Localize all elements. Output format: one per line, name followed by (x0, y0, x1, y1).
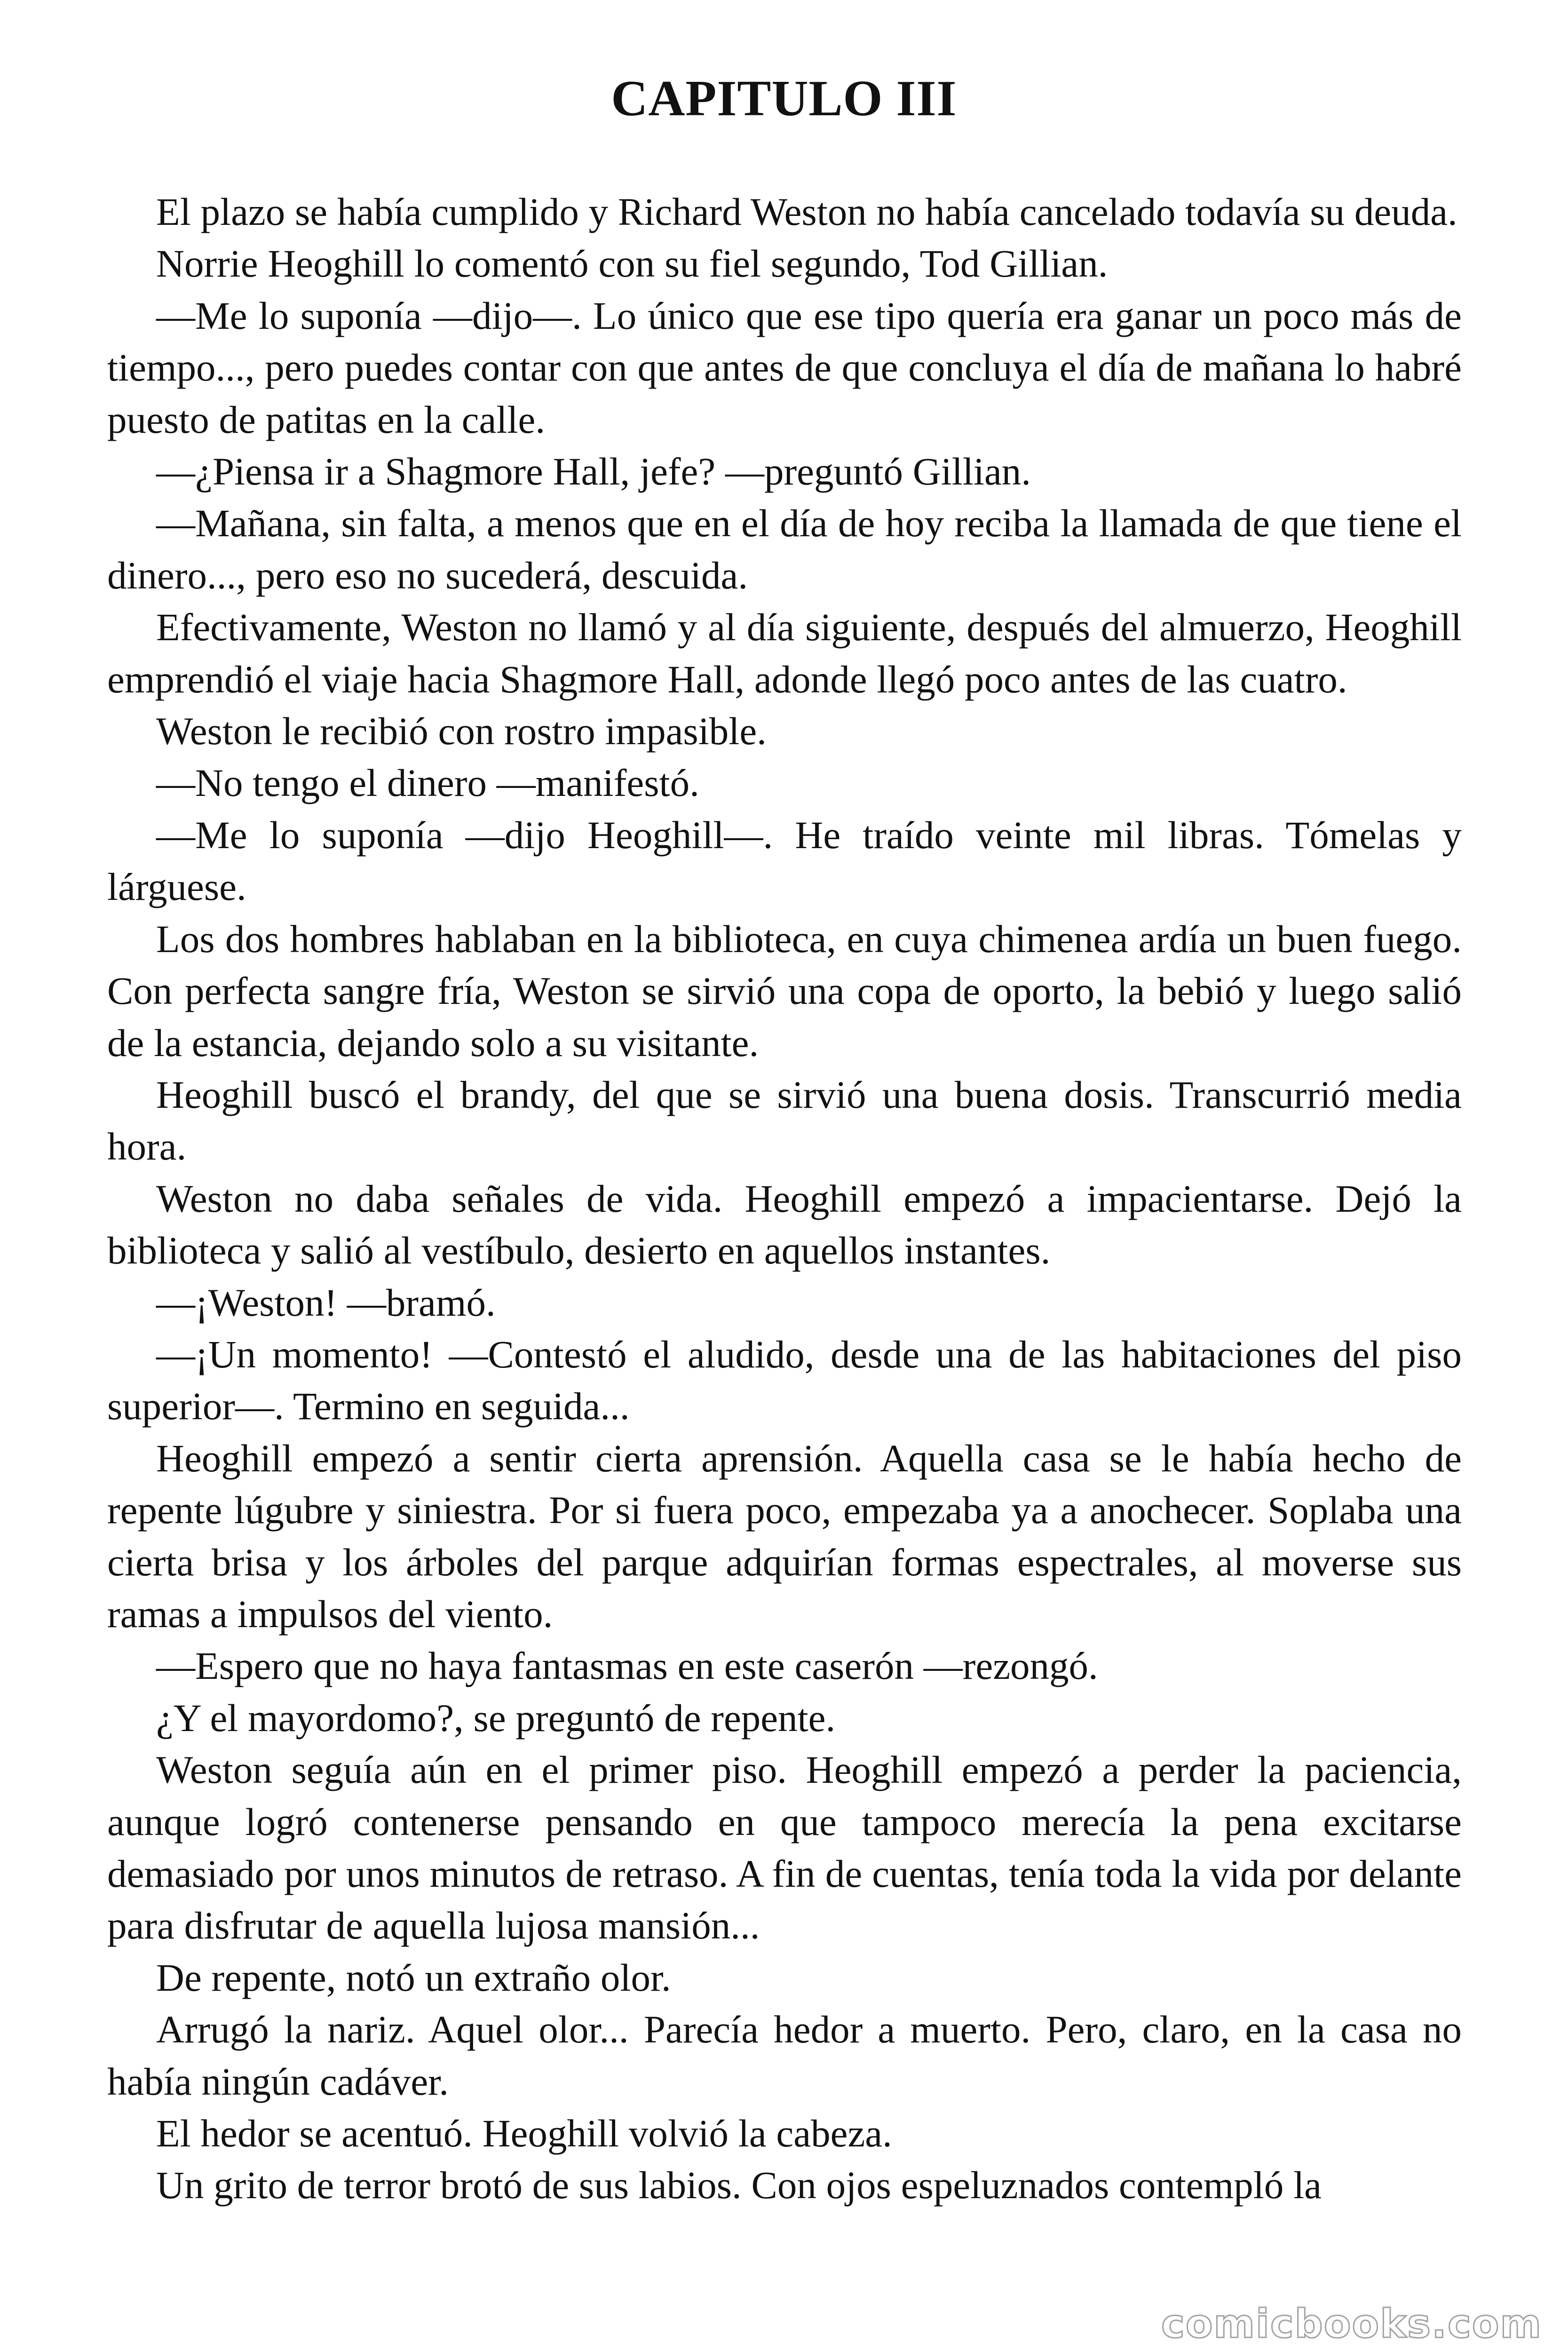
paragraph: Efectivamente, Weston no llamó y al día siguiente, después del almuerzo, Heoghill emprendió el viaje hacia Shagmore Hall, adonde llegó poco antes de las cuatro. (107, 605, 1462, 701)
paragraph: —¡Un momento! —Contestó el aludido, desde una de las habitaciones del piso superior—. Termino en seguida... (107, 1332, 1462, 1428)
chapter-title: CAPITULO III (611, 71, 957, 127)
paragraph: De repente, notó un extraño olor. (156, 1955, 671, 1999)
paragraph: —Me lo suponía —dijo Heoghill—. He traído veinte mil libras. Tómelas y lárguese. (107, 813, 1462, 909)
paragraph: El plazo se había cumplido y Richard Weston no había cancelado todavía su deuda. (156, 190, 1457, 233)
chapter-body (107, 186, 1462, 2211)
paragraph: Heoghill buscó el brandy, del que se sirvió una buena dosis. Transcurrió media hora. (107, 1073, 1462, 1168)
paragraph: —¿Piensa ir a Shagmore Hall, jefe? —preguntó Gillian. (156, 450, 1031, 493)
paragraph: —No tengo el dinero —manifestó. (156, 761, 699, 805)
paragraph: —Mañana, sin falta, a menos que en el día de hoy reciba la llamada de que tiene el dinero..., pero eso no sucederá, descuida. (107, 501, 1462, 597)
paragraph: Weston le recibió con rostro impasible. (156, 709, 767, 753)
paragraph: El hedor se acentuó. Heoghill volvió la cabeza. (156, 2112, 892, 2155)
paragraph: —Me lo suponía —dijo—. Lo único que ese tipo quería era ganar un poco más de tiempo..., pero puedes contar con que antes de que concluya el día de mañana lo habré puesto de patitas en la calle. (107, 294, 1462, 441)
paragraph: —Espero que no haya fantasmas en este caserón —rezongó. (156, 1644, 1098, 1688)
paragraph: Weston no daba señales de vida. Heoghill empezó a impacientarse. Dejó la biblioteca y salió al vestíbulo, desierto en aquellos instantes. (107, 1176, 1462, 1272)
paragraph: Un grito de terror brotó de sus labios. Con ojos espeluznados contempló la (156, 2163, 1322, 2207)
paragraph: —¡Weston! —bramó. (156, 1280, 496, 1324)
paragraph: ¿Y el mayordomo?, se preguntó de repente. (156, 1696, 836, 1740)
paragraph: Heoghill empezó a sentir cierta aprensión. Aquella casa se le había hecho de repente lúgubre y siniestra. Por si fuera poco, empezaba ya a anochecer. Soplaba una cierta brisa y los árboles del parque adquirían formas espectrales, al moverse sus ramas a impulsos del viento. (107, 1436, 1462, 1636)
paragraph: Weston seguía aún en el primer piso. Heoghill empezó a perder la paciencia, aunque logró contenerse pensando en que tampoco merecía la pena excitarse demasiado por unos minutos de retraso. A fin de cuentas, tenía toda la vida por delante para disfrutar de aquella lujosa mansión... (107, 1748, 1462, 1947)
paragraph: Norrie Heoghill lo comentó con su fiel segundo, Tod Gillian. (156, 242, 1108, 286)
watermark: comicbooks.com (1161, 2301, 1542, 2347)
paragraph: Los dos hombres hablaban en la biblioteca, en cuya chimenea ardía un buen fuego. Con perfecta sangre fría, Weston se sirvió una copa de oporto, la bebió y luego salió de la estancia, dejando solo a su visitante. (107, 917, 1462, 1065)
paragraph: Arrugó la nariz. Aquel olor... Parecía hedor a muerto. Pero, claro, en la casa no había ningún cadáver. (107, 2008, 1462, 2103)
